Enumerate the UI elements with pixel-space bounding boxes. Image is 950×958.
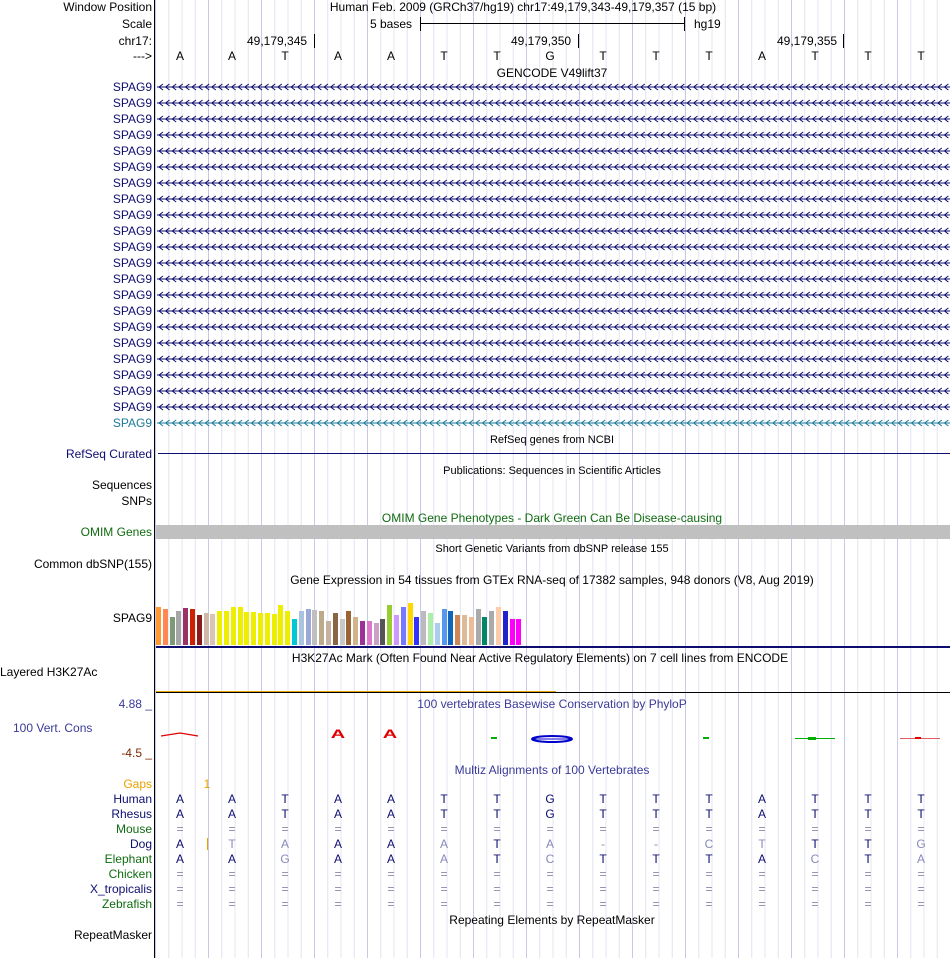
multiz-alignment-base: A	[386, 852, 395, 866]
multiz-alignment-base: =	[493, 822, 501, 836]
gencode-transcript-intron[interactable]	[155, 336, 950, 350]
gtex-tissue-bar[interactable]	[346, 611, 351, 645]
phylop-conservation-graph[interactable]	[155, 712, 950, 762]
multiz-alignment-base: =	[387, 897, 395, 911]
gencode-transcript-label[interactable]: SPAG9	[112, 192, 152, 206]
multiz-alignment-base: A	[386, 807, 395, 821]
gtex-baseline	[156, 646, 950, 648]
multiz-alignment-base: T	[864, 852, 872, 866]
base-letter: G	[545, 49, 555, 63]
gtex-tissue-bar[interactable]	[496, 607, 501, 645]
multiz-species-label[interactable]: Rhesus	[111, 807, 152, 821]
multiz-alignment-base: A	[333, 792, 342, 806]
multiz-alignment-base: A	[757, 792, 766, 806]
base-letter: T	[917, 49, 925, 63]
multiz-alignment-base: =	[864, 897, 872, 911]
omim-track-label[interactable]: OMIM Genes	[80, 525, 152, 539]
gencode-transcript-label[interactable]: SPAG9	[112, 240, 152, 254]
gencode-transcript-label[interactable]: SPAG9	[112, 368, 152, 382]
multiz-alignment-base: =	[917, 897, 925, 911]
phylop-track-title: 100 vertebrates Basewise Conservation by PhyloP	[417, 697, 687, 711]
publications-label-snps[interactable]: SNPs	[121, 494, 152, 508]
multiz-alignment-base: =	[440, 822, 448, 836]
multiz-alignment-base: =	[546, 867, 554, 881]
gencode-transcript-label[interactable]: SPAG9	[112, 80, 152, 94]
multiz-alignment-base: =	[281, 882, 289, 896]
gtex-track-label[interactable]: SPAG9	[112, 611, 152, 625]
gencode-transcript-intron[interactable]	[155, 128, 950, 142]
multiz-alignment-base: A	[227, 807, 236, 821]
multiz-alignment-base: =	[864, 882, 872, 896]
multiz-species-label[interactable]: X_tropicalis	[89, 882, 152, 896]
multiz-alignment-base: =	[811, 882, 819, 896]
multiz-alignment-base: T	[811, 807, 819, 821]
gtex-tissue-bar[interactable]	[340, 619, 345, 645]
gtex-tissue-bar[interactable]	[258, 613, 263, 645]
multiz-alignment-base: T	[917, 807, 925, 821]
gtex-tissue-bar[interactable]	[217, 611, 222, 645]
gtex-tissue-bar[interactable]	[489, 611, 494, 645]
gtex-tissue-bar[interactable]	[435, 623, 440, 645]
gencode-transcript-label[interactable]: SPAG9	[112, 416, 152, 430]
multiz-alignment-base: T	[864, 807, 872, 821]
multiz-alignment-base: =	[705, 897, 713, 911]
multiz-alignment-base: =	[493, 882, 501, 896]
base-letter: A	[333, 49, 342, 63]
multiz-alignment-base: =	[176, 897, 184, 911]
base-letter: A	[175, 49, 184, 63]
gtex-tissue-bar[interactable]	[414, 617, 419, 645]
multiz-alignment-base: =	[228, 897, 236, 911]
publications-track-title: Publications: Sequences in Scientific Articles	[443, 465, 661, 477]
multiz-alignment-base: =	[758, 882, 766, 896]
gencode-transcript-label[interactable]: SPAG9	[112, 352, 152, 366]
gencode-transcript-label[interactable]: SPAG9	[112, 144, 152, 158]
gtex-tissue-bar[interactable]	[265, 613, 270, 645]
window-position-label: Window Position	[63, 0, 152, 14]
base-letter: T	[599, 49, 607, 63]
multiz-alignment-base: =	[652, 867, 660, 881]
base-letter: T	[652, 49, 660, 63]
multiz-alignment-base: =	[599, 867, 607, 881]
multiz-alignment-base: =	[864, 867, 872, 881]
multiz-alignment-base: A	[757, 807, 766, 821]
multiz-alignment-base: =	[705, 867, 713, 881]
gencode-transcript-label[interactable]: SPAG9	[112, 128, 152, 142]
multiz-alignment-base: T	[758, 837, 766, 851]
gtex-tissue-bar[interactable]	[516, 619, 521, 645]
gencode-transcript-intron[interactable]	[155, 352, 950, 366]
repeatmasker-track-label[interactable]: RepeatMasker	[73, 928, 152, 942]
gtex-tissue-bar[interactable]	[428, 613, 433, 645]
multiz-alignment-base: A	[439, 852, 448, 866]
gtex-tissue-bar[interactable]	[312, 610, 317, 645]
multiz-alignment-base: C	[545, 852, 555, 866]
multiz-alignment-base: =	[493, 897, 501, 911]
multiz-alignment-base: =	[546, 897, 554, 911]
gencode-transcript-intron[interactable]	[155, 112, 950, 126]
multiz-alignment-base: -	[601, 837, 605, 851]
gtex-tissue-bar[interactable]	[231, 607, 236, 645]
ruler-tick	[578, 34, 579, 48]
gtex-tissue-bar[interactable]	[292, 619, 297, 645]
gtex-tissue-bar[interactable]	[442, 609, 447, 645]
multiz-alignment-base: =	[758, 867, 766, 881]
multiz-alignment-base: A	[386, 837, 395, 851]
gtex-tissue-bar[interactable]	[190, 609, 195, 645]
multiz-alignment-base: T	[705, 807, 713, 821]
multiz-alignment-base: A	[280, 837, 289, 851]
phylop-logo-a: A	[382, 727, 398, 741]
gencode-transcript-intron[interactable]	[155, 320, 950, 334]
multiz-alignment-base: =	[599, 882, 607, 896]
gtex-tissue-bar[interactable]	[360, 621, 365, 645]
multiz-alignment-base: T	[652, 852, 660, 866]
base-letter: T	[864, 49, 872, 63]
multiz-alignment-base: =	[387, 882, 395, 896]
gencode-transcript-intron[interactable]	[155, 384, 950, 398]
gtex-track-title: Gene Expression in 54 tissues from GTEx RNA-seq of 17382 samples, 948 donors (V8, Aug 2019)	[290, 573, 814, 587]
phylop-logo-t	[703, 737, 709, 739]
multiz-alignment-base: A	[333, 837, 342, 851]
phylop-logo-a	[161, 733, 198, 736]
gencode-transcript-label[interactable]: SPAG9	[112, 96, 152, 110]
gtex-tissue-bar[interactable]	[367, 621, 372, 645]
gtex-tissue-bar[interactable]	[394, 615, 399, 645]
gencode-transcript-label[interactable]: SPAG9	[112, 384, 152, 398]
multiz-alignment-base: T	[440, 792, 448, 806]
gencode-transcript-label[interactable]: SPAG9	[112, 400, 152, 414]
multiz-alignment-base: C	[810, 852, 820, 866]
multiz-alignment-base: =	[705, 822, 713, 836]
gencode-transcript-label[interactable]: SPAG9	[112, 160, 152, 174]
multiz-alignment-base: =	[440, 897, 448, 911]
multiz-alignment-base: T	[281, 792, 289, 806]
gencode-transcript-intron[interactable]	[155, 368, 950, 382]
multiz-alignment-base: T	[493, 792, 501, 806]
gencode-transcript-intron[interactable]	[155, 176, 950, 190]
gtex-tissue-bar[interactable]	[319, 611, 324, 645]
multiz-alignment-base: =	[334, 822, 342, 836]
gtex-tissue-bar[interactable]	[278, 605, 283, 645]
multiz-alignment-base: =	[599, 822, 607, 836]
multiz-alignment-base: A	[175, 807, 184, 821]
multiz-alignment-base: =	[758, 897, 766, 911]
multiz-alignment-base: =	[917, 882, 925, 896]
multiz-alignment-base: =	[387, 822, 395, 836]
multiz-alignment-base: T	[599, 792, 607, 806]
multiz-alignment-base: T	[811, 837, 819, 851]
multiz-alignment-base: T	[228, 837, 236, 851]
gencode-transcript-label[interactable]: SPAG9	[112, 304, 152, 318]
h3k27ac-signal-line	[156, 692, 950, 693]
multiz-species-label[interactable]: Chicken	[108, 867, 152, 881]
gtex-tissue-bar[interactable]	[197, 615, 202, 645]
gtex-tissue-bar[interactable]	[510, 619, 515, 645]
multiz-alignment-base: =	[176, 882, 184, 896]
ruler-tick-label: 49,179,345	[247, 34, 308, 48]
gtex-tissue-bar[interactable]	[448, 611, 453, 645]
multiz-alignment-base: =	[917, 867, 925, 881]
h3k27ac-signal-line-orange	[156, 691, 556, 692]
ruler-tick	[314, 34, 315, 48]
multiz-gaps-label: Gaps	[123, 777, 152, 791]
multiz-species-label[interactable]: Dog	[129, 837, 152, 851]
multiz-alignment-base: G	[545, 792, 555, 806]
multiz-alignment-base: =	[228, 822, 236, 836]
multiz-alignment-base: A	[175, 852, 184, 866]
gtex-tissue-bar[interactable]	[306, 609, 311, 645]
multiz-alignment-base: =	[334, 867, 342, 881]
multiz-species-label[interactable]: Elephant	[104, 852, 152, 866]
phylop-ymin-label: -4.5 _	[121, 746, 152, 760]
multiz-alignment-base: T	[864, 792, 872, 806]
gtex-tissue-bar[interactable]	[408, 603, 413, 645]
multiz-alignment-base: T	[599, 807, 607, 821]
scale-bar	[420, 17, 685, 31]
gencode-transcript-intron[interactable]	[155, 208, 950, 222]
multiz-alignment-base: T	[652, 792, 660, 806]
gtex-tissue-bar[interactable]	[285, 611, 290, 645]
multiz-alignment-base: =	[176, 867, 184, 881]
gencode-transcript-intron[interactable]	[155, 96, 950, 110]
multiz-alignment-base: A	[175, 792, 184, 806]
multiz-species-label[interactable]: Human	[113, 792, 152, 806]
base-letter: T	[440, 49, 448, 63]
multiz-alignment-base: =	[917, 822, 925, 836]
multiz-alignment-base: T	[705, 792, 713, 806]
multiz-alignment-base: A	[333, 852, 342, 866]
gtex-tissue-bar[interactable]	[482, 617, 487, 645]
multiz-alignment-base: T	[864, 837, 872, 851]
multiz-alignment-base: A	[439, 837, 448, 851]
gencode-transcript-intron[interactable]	[155, 224, 950, 238]
multiz-alignment-base: =	[811, 897, 819, 911]
multiz-alignment-base: =	[334, 882, 342, 896]
gtex-tissue-bar[interactable]	[204, 613, 209, 645]
multiz-alignment-base: T	[705, 852, 713, 866]
gtex-tissue-bar[interactable]	[455, 615, 460, 645]
gtex-tissue-bar[interactable]	[251, 612, 256, 645]
gtex-tissue-bar[interactable]	[503, 611, 508, 645]
gencode-transcript-label[interactable]: SPAG9	[112, 320, 152, 334]
gtex-tissue-bar[interactable]	[387, 605, 392, 645]
gtex-expression-chart[interactable]	[156, 585, 556, 645]
gencode-transcript-intron[interactable]	[155, 192, 950, 206]
refseq-gene-line[interactable]	[158, 453, 950, 454]
multiz-alignment-base: T	[440, 807, 448, 821]
ruler-tick-label: 49,179,350	[511, 34, 572, 48]
ruler-tick-label: 49,179,355	[777, 34, 838, 48]
dbsnp-track-title: Short Genetic Variants from dbSNP release 155	[435, 543, 669, 555]
gencode-transcript-label[interactable]: SPAG9	[112, 336, 152, 350]
phylop-logo-t	[808, 737, 816, 740]
multiz-track-title: Multiz Alignments of 100 Vertebrates	[454, 763, 650, 777]
gencode-transcript-label[interactable]: SPAG9	[112, 112, 152, 126]
multiz-alignment-base: C	[704, 837, 714, 851]
gtex-tissue-bar[interactable]	[176, 611, 181, 645]
gencode-transcript-intron[interactable]	[155, 304, 950, 318]
multiz-species-label[interactable]: Zebrafish	[101, 897, 152, 911]
base-letter: T	[281, 49, 289, 63]
phylop-logo-t	[491, 737, 497, 739]
multiz-alignment-base: =	[546, 882, 554, 896]
multiz-alignment-base: A	[227, 852, 236, 866]
multiz-alignment-base: =	[811, 867, 819, 881]
phylop-track-label[interactable]: 100 Vert. Cons	[13, 721, 93, 735]
assembly-position-text: Human Feb. 2009 (GRCh37/hg19) chr17:49,179,343-49,179,357 (15 bp)	[329, 0, 717, 14]
refseq-track-label[interactable]: RefSeq Curated	[65, 447, 152, 461]
multiz-alignment-base: =	[599, 897, 607, 911]
gtex-tissue-bar[interactable]	[462, 615, 467, 645]
multiz-alignment-base: A	[757, 852, 766, 866]
gtex-tissue-bar[interactable]	[163, 609, 168, 645]
gtex-tissue-bar[interactable]	[244, 612, 249, 645]
omim-gene-bar[interactable]	[156, 525, 950, 539]
multiz-species-label[interactable]: Mouse	[115, 822, 152, 836]
h3k27ac-track-label[interactable]: Layered H3K27Ac	[0, 665, 98, 679]
base-letter: T	[811, 49, 819, 63]
gtex-tissue-bar[interactable]	[333, 613, 338, 645]
gtex-tissue-bar[interactable]	[353, 617, 358, 645]
gencode-transcript-intron[interactable]	[155, 416, 950, 430]
gtex-tissue-bar[interactable]	[224, 611, 229, 645]
multiz-alignment-base: A	[227, 792, 236, 806]
multiz-alignment-base: T	[917, 792, 925, 806]
multiz-alignment-base: A	[386, 792, 395, 806]
multiz-alignment-base: =	[334, 897, 342, 911]
gtex-tissue-bar[interactable]	[238, 607, 243, 645]
gencode-transcript-label[interactable]: SPAG9	[112, 288, 152, 302]
multiz-alignment-base: A	[545, 837, 554, 851]
multiz-alignment-base: T	[281, 807, 289, 821]
multiz-alignment-base: =	[652, 897, 660, 911]
base-letter: A	[386, 49, 395, 63]
gencode-transcript-intron[interactable]	[155, 144, 950, 158]
gtex-tissue-bar[interactable]	[476, 609, 481, 645]
gencode-transcript-intron[interactable]	[155, 160, 950, 174]
scale-label: Scale	[121, 17, 152, 31]
gtex-tissue-bar[interactable]	[326, 621, 331, 645]
gencode-transcript-intron[interactable]	[155, 256, 950, 270]
multiz-alignment-base: T	[811, 792, 819, 806]
gencode-transcript-intron[interactable]	[155, 400, 950, 414]
publications-label-sequences[interactable]: Sequences	[91, 478, 152, 492]
multiz-alignment-base: =	[440, 867, 448, 881]
multiz-alignment-base: A	[916, 852, 925, 866]
multiz-alignment-base: =	[705, 882, 713, 896]
phylop-logo-a: A	[330, 727, 346, 741]
repeatmasker-track-title: Repeating Elements by RepeatMasker	[449, 913, 655, 927]
phylop-logo-a	[915, 737, 921, 739]
multiz-alignment-base: -	[654, 837, 658, 851]
multiz-alignment-base: =	[228, 882, 236, 896]
multiz-alignment-base: =	[281, 822, 289, 836]
multiz-alignment-base: =	[864, 822, 872, 836]
multiz-alignment-base: G	[916, 837, 926, 851]
multiz-alignment-base: A	[333, 807, 342, 821]
multiz-alignment-base: =	[758, 822, 766, 836]
multiz-insertion-marker	[207, 838, 208, 850]
multiz-alignment-base: T	[599, 852, 607, 866]
base-letter: A	[227, 49, 236, 63]
gtex-tissue-bar[interactable]	[170, 617, 175, 645]
base-letter: A	[757, 49, 766, 63]
base-letter: T	[705, 49, 713, 63]
multiz-alignment-base: T	[493, 807, 501, 821]
multiz-alignment-base: G	[280, 852, 290, 866]
multiz-alignment-base: =	[652, 882, 660, 896]
gtex-tissue-bar[interactable]	[272, 614, 277, 645]
gencode-transcript-label[interactable]: SPAG9	[112, 272, 152, 286]
gtex-tissue-bar[interactable]	[156, 607, 161, 645]
ruler-tick	[843, 34, 844, 48]
gencode-transcript-label[interactable]: SPAG9	[112, 256, 152, 270]
base-letter: T	[493, 49, 501, 63]
multiz-alignment-base: =	[281, 897, 289, 911]
multiz-alignment-base: =	[493, 867, 501, 881]
dbsnp-track-label[interactable]: Common dbSNP(155)	[33, 557, 152, 571]
multiz-alignment-base: =	[652, 822, 660, 836]
gencode-track-title: GENCODE V49lift37	[496, 66, 608, 80]
strand-label: --->	[133, 49, 152, 63]
multiz-alignment-base: =	[281, 867, 289, 881]
h3k27ac-track-title: H3K27Ac Mark (Often Found Near Active Regulatory Elements) on 7 cell lines from ENCODE	[291, 651, 789, 665]
multiz-alignment-base: =	[228, 867, 236, 881]
gencode-transcript-intron[interactable]	[155, 288, 950, 302]
gencode-transcript-intron[interactable]	[155, 272, 950, 286]
multiz-alignment-base: A	[175, 837, 184, 851]
gencode-transcript-label[interactable]: SPAG9	[112, 224, 152, 238]
gencode-transcript-label[interactable]: SPAG9	[112, 176, 152, 190]
multiz-alignment-base: T	[493, 837, 501, 851]
multiz-gaps-value: 1	[203, 777, 211, 791]
gencode-transcript-label[interactable]: SPAG9	[112, 208, 152, 222]
multiz-alignment-base: =	[546, 822, 554, 836]
gtex-tissue-bar[interactable]	[421, 611, 426, 645]
omim-track-title: OMIM Gene Phenotypes - Dark Green Can Be Disease-causing	[381, 511, 723, 525]
gtex-tissue-bar[interactable]	[299, 611, 304, 645]
multiz-alignment-base: =	[811, 822, 819, 836]
multiz-alignment-base: T	[493, 852, 501, 866]
gencode-transcript-intron[interactable]	[155, 80, 950, 94]
db-name: hg19	[694, 17, 721, 31]
multiz-alignment-base: T	[652, 807, 660, 821]
refseq-track-title: RefSeq genes from NCBI	[489, 434, 615, 446]
phylop-ymax-label: 4.88 _	[118, 697, 152, 711]
gencode-transcript-intron[interactable]	[155, 240, 950, 254]
gtex-tissue-bar[interactable]	[183, 608, 188, 645]
multiz-alignment-base: =	[440, 882, 448, 896]
gtex-tissue-bar[interactable]	[374, 623, 379, 645]
chr-label: chr17:	[118, 34, 152, 48]
gtex-tissue-bar[interactable]	[210, 614, 215, 645]
gtex-tissue-bar[interactable]	[380, 619, 385, 645]
gtex-tissue-bar[interactable]	[469, 617, 474, 645]
multiz-alignment-base: G	[545, 807, 555, 821]
multiz-alignment-base: =	[387, 867, 395, 881]
scale-text: 5 bases	[370, 17, 413, 31]
gtex-tissue-bar[interactable]	[401, 607, 406, 645]
multiz-alignment-base: =	[176, 822, 184, 836]
